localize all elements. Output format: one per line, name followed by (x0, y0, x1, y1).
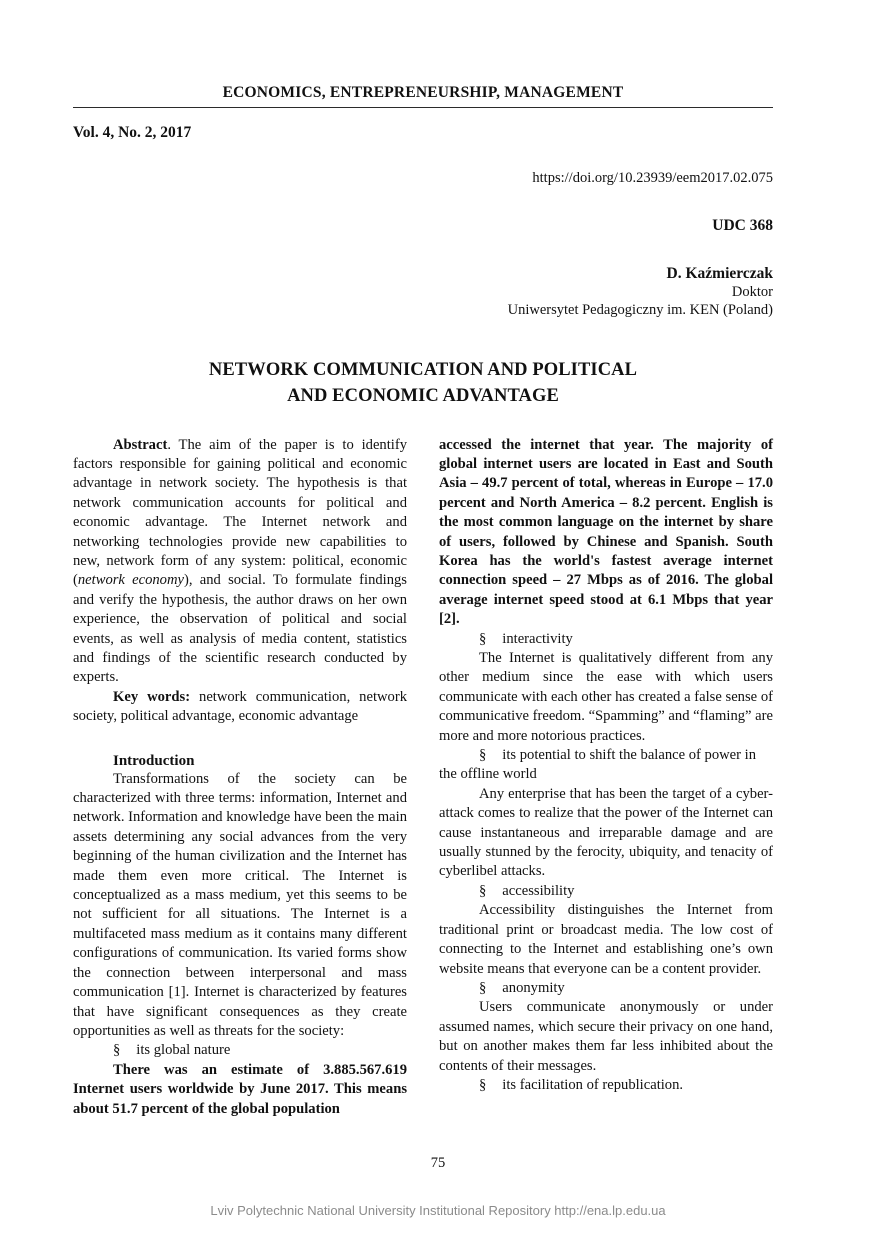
left-column (73, 436, 407, 1119)
keywords-text: network communication, network society, political advantage, economic advantage (73, 688, 407, 725)
abstract-label: Abstract (113, 436, 168, 453)
introduction-heading: Introduction (113, 752, 195, 769)
abstract-italic-term: network economy (77, 572, 184, 589)
global-nature-paragraph: There was an estimate of 3.885.567.619 Internet users worldwide by June 2017. This means about 51.7 percent of the global population (73, 1061, 407, 1117)
article-title-line1: NETWORK COMMUNICATION AND POLITICAL (208, 360, 638, 380)
list-item-label: its global nature (136, 1042, 231, 1059)
page-content (73, 84, 773, 1119)
keywords-paragraph (73, 688, 407, 727)
volume-issue: Vol. 4, No. 2, 2017 (73, 124, 192, 141)
article-title-line2: AND ECONOMIC ADVANTAGE (287, 386, 559, 407)
list-item (439, 882, 773, 901)
section-symbol-icon: § (479, 1076, 487, 1093)
article-title (73, 357, 773, 410)
doi-link[interactable]: https://doi.org/10.23939/eem2017.02.075 (532, 170, 773, 186)
udc-code: UDC 368 (712, 217, 773, 234)
abstract-text: . The aim of the paper is to identify factors responsible for gaining political and economic advantage in network society. The hypothesis is that network communication accounts for political and economic advantage. The Internet network and networking technologies provide new capabilities to new, network form of any system: political, economic ( (73, 436, 407, 589)
right-column (439, 436, 773, 1119)
list-item (73, 1041, 407, 1060)
page-number: 75 (430, 1155, 446, 1171)
section-symbol-icon: § (479, 630, 487, 647)
interactivity-paragraph: The Internet is qualitatively different from any other medium since the ease with which users communicate with each other has created a false sense of communicative freedom. “Spamming” and “flaming” are more and more notorious practices. (439, 650, 773, 744)
section-symbol-icon: § (479, 979, 487, 996)
journal-title: ECONOMICS, ENTREPRENEURSHIP, MANAGEMENT (222, 84, 624, 101)
author-name: D. Kaźmierczak (666, 265, 773, 282)
abstract-paragraph (73, 436, 407, 688)
continuation-paragraph: accessed the internet that year. The majority of global internet users are located in East and South Asia – 49.7 percent of total, whereas in Europe – 17.0 percent and North America – 8.2 percent. English is the most common language on the internet by share of users, followed by Chinese and Spanish. South Korea has the world's fastest average internet connection speed – 27 Mbps as of 2016. The global average internet speed stood at 6.1 Mbps that year [2]. (439, 436, 773, 628)
keywords-label: Key words: (113, 688, 191, 705)
list-item (439, 1076, 773, 1095)
introduction-paragraph: Transformations of the society can be characterized with three terms: information, Internet and network. Information and knowledge have been the main assets determining any social advances from the very beginning of the human civilization and the Internet has made them even more critical. The Internet is conceptualized as a mass medium, yet this seems to be not sufficient for all situations. The Internet is a multifaceted mass medium as it contains many different configurations of communication. Its varied forms show the connection between interpersonal and mass communication [1]. Internet is characterized by features that have significant consequences as they create opportunities as well as threats for the society: (73, 770, 407, 1039)
list-item-label: accessibility (502, 882, 575, 899)
accessibility-paragraph: Accessibility distinguishes the Internet from traditional print or broadcast media. The low cost of connecting to the Internet and establishing one’s own website means that everyone can be a content provider. (439, 902, 773, 977)
section-symbol-icon: § (479, 747, 487, 764)
list-item-label: anonymity (502, 979, 565, 996)
list-item-label: interactivity (502, 630, 573, 647)
author-degree: Doktor (731, 284, 773, 300)
author-affiliation: Uniwersytet Pedagogiczny im. KEN (Poland) (507, 302, 773, 318)
spacer (73, 727, 407, 739)
list-item-label: its facilitation of republication. (502, 1076, 684, 1093)
anonymity-paragraph: Users communicate anonymously or under assumed names, which secure their privacy on one hand, but on another makes them far less inhibited about the contents of their messages. (439, 999, 773, 1074)
list-item (439, 979, 773, 998)
repository-footer: Lviv Polytechnic National University Institutional Repository http://ena.lp.edu.ua (210, 1203, 666, 1218)
section-symbol-icon: § (113, 1042, 121, 1059)
list-item-label: its potential to shift the balance of power in the offline world (439, 747, 756, 783)
balance-of-power-paragraph: Any enterprise that has been the target of a cyber-attack comes to realize that the power of the Internet can cause instantaneous and irreparable damage and are usually stunned by the ferocity, ubiquity, and tenacity of cyberlibel attacks. (439, 785, 773, 880)
list-item (439, 630, 773, 649)
list-item (439, 746, 773, 785)
abstract-text-continued: ), and social. To formulate findings and verify the hypothesis, the author draws on her own experience, the observation of political and social events, as well as analysis of media content, statistics and findings of the scientific research conducted by experts. (73, 572, 407, 686)
section-symbol-icon: § (479, 882, 487, 899)
body-columns (73, 436, 773, 1119)
header-divider (73, 107, 773, 108)
